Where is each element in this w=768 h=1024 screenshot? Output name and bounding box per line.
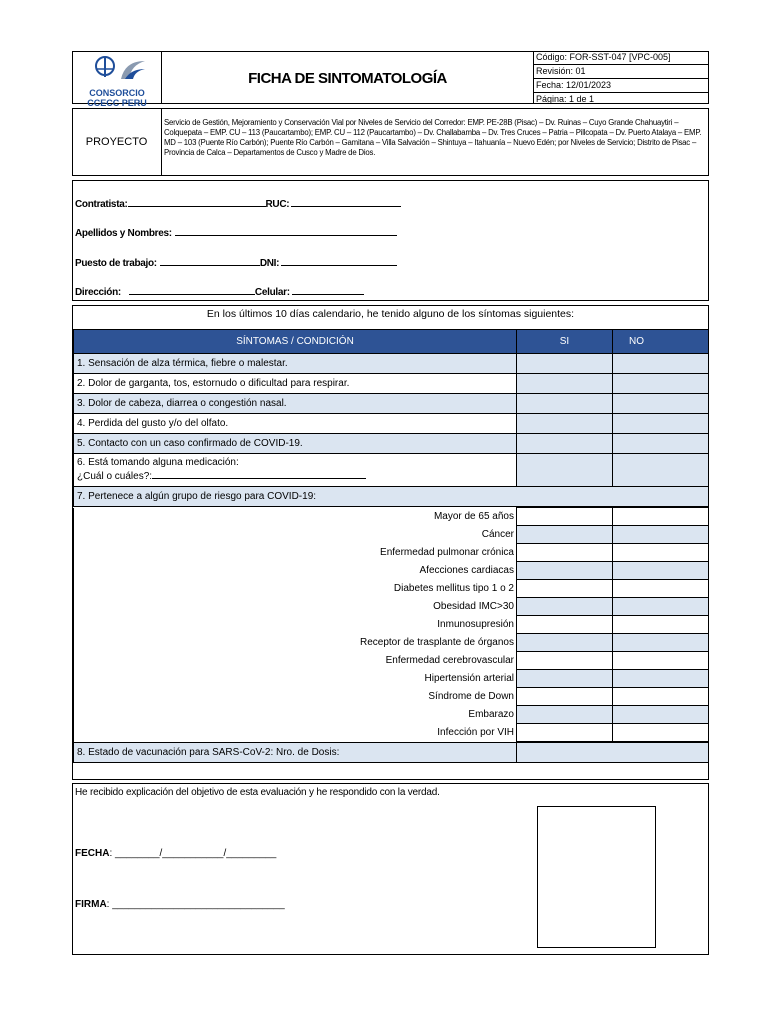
risk-group-label: Obesidad IMC>30 <box>74 598 517 616</box>
risk-answer-no[interactable] <box>613 670 709 688</box>
risk-answer-si[interactable] <box>517 526 613 544</box>
table-row <box>74 544 709 562</box>
dni-input[interactable] <box>281 256 397 266</box>
table-row <box>74 374 709 394</box>
firma-row <box>75 899 285 910</box>
declaration-text: He recibido explicación del objetivo de esta evaluación y he respondido con la verdad. <box>75 787 440 798</box>
col-symptom-header: SÍNTOMAS / CONDICIÓN <box>74 330 517 354</box>
answer-si-2[interactable] <box>517 374 613 394</box>
risk-answer-no[interactable] <box>613 544 709 562</box>
risk-answer-no[interactable] <box>613 652 709 670</box>
risk-answer-no[interactable] <box>613 508 709 526</box>
risk-group-label: Inmunosupresión <box>74 616 517 634</box>
risk-group-label: Hipertensión arterial <box>74 670 517 688</box>
risk-answer-no[interactable] <box>613 724 709 742</box>
logo-icon <box>87 55 147 83</box>
page-title: FICHA DE SINTOMATOLOGÍA <box>248 70 447 87</box>
answer-si-1[interactable] <box>517 354 613 374</box>
fecha-label: FECHA <box>75 848 110 859</box>
risk-group-label: Receptor de trasplante de órganos <box>74 634 517 652</box>
table-row <box>74 454 709 487</box>
medication-question: 6. Está tomando alguna medicación: <box>77 457 239 468</box>
symptoms-header-row <box>74 330 709 354</box>
puesto-row <box>75 256 397 269</box>
ruc-label: RUC: <box>265 199 290 210</box>
dni-label: DNI: <box>259 258 280 269</box>
vaccination-doses-input[interactable] <box>517 743 709 763</box>
symptom-item-4: 4. Perdida del gusto y/o del olfato. <box>74 414 517 434</box>
vaccination-table <box>73 742 709 763</box>
table-row <box>74 487 709 507</box>
risk-group-label: Diabetes mellitus tipo 1 o 2 <box>74 580 517 598</box>
risk-group-label: Enfermedad cerebrovascular <box>74 652 517 670</box>
answer-si-3[interactable] <box>517 394 613 414</box>
risk-group-label: Embarazo <box>74 706 517 724</box>
table-row <box>74 508 709 526</box>
risk-answer-no[interactable] <box>613 688 709 706</box>
risk-group-label: Afecciones cardiacas <box>74 562 517 580</box>
ruc-input[interactable] <box>291 197 401 207</box>
meta-page: Página: 1 de 1 <box>536 94 595 104</box>
firma-label: FIRMA <box>75 899 107 910</box>
table-row <box>74 354 709 374</box>
company-logo <box>82 55 152 108</box>
symptom-item-2: 2. Dolor de garganta, tos, estornudo o dificultad para respirar. <box>74 374 517 394</box>
puesto-label: Puesto de trabajo: <box>75 258 157 269</box>
table-row <box>74 434 709 454</box>
symptom-item-6 <box>74 454 517 487</box>
risk-answer-si[interactable] <box>517 706 613 724</box>
table-row <box>74 562 709 580</box>
medication-which-label: ¿Cuál o cuáles?: <box>77 471 153 482</box>
apellidos-row <box>75 226 397 239</box>
meta-revision: Revisión: 01 <box>533 65 709 79</box>
fecha-row <box>75 848 276 859</box>
table-row <box>74 580 709 598</box>
project-divider <box>161 108 162 176</box>
symptom-item-5: 5. Contacto con un caso confirmado de COVID-19. <box>74 434 517 454</box>
risk-answer-no[interactable] <box>613 706 709 724</box>
risk-group-label: Síndrome de Down <box>74 688 517 706</box>
symptom-item-1: 1. Sensación de alza térmica, fiebre o malestar. <box>74 354 517 374</box>
answer-no-5[interactable] <box>613 434 709 454</box>
risk-group-label: Enfermedad pulmonar crónica <box>74 544 517 562</box>
symptoms-intro: En los últimos 10 días calendario, he tenido alguno de los síntomas siguientes: <box>206 308 575 320</box>
risk-answer-no[interactable] <box>613 580 709 598</box>
risk-group-label: Cáncer <box>74 526 517 544</box>
risk-answer-si[interactable] <box>517 634 613 652</box>
table-row <box>74 670 709 688</box>
table-row <box>74 652 709 670</box>
fingerprint-box[interactable] <box>537 806 656 948</box>
answer-no-3[interactable] <box>613 394 709 414</box>
firma-input[interactable]: : _______________________________ <box>106 899 285 910</box>
risk-answer-si[interactable] <box>517 616 613 634</box>
table-row <box>74 394 709 414</box>
meta-box <box>533 51 709 104</box>
symptoms-section <box>72 305 709 780</box>
col-si-header: SI <box>517 330 613 354</box>
apellidos-input[interactable] <box>175 226 397 236</box>
table-row <box>74 598 709 616</box>
logo-text-ccecc: CCECC PERU <box>87 98 147 108</box>
puesto-input[interactable] <box>160 256 260 266</box>
risk-answer-si[interactable] <box>517 652 613 670</box>
contratista-input[interactable] <box>128 197 266 207</box>
risk-answer-si[interactable] <box>517 508 613 526</box>
risk-answer-si[interactable] <box>517 688 613 706</box>
answer-si-6[interactable] <box>517 454 613 487</box>
risk-answer-no[interactable] <box>613 616 709 634</box>
contratista-label: Contratista: <box>75 199 128 210</box>
col-no-header: NO <box>613 330 709 354</box>
risk-answer-no[interactable] <box>613 526 709 544</box>
table-row <box>74 688 709 706</box>
project-description: Servicio de Gestión, Mejoramiento y Conservación Vial por Niveles de Servicio del Corredor: EMP. PE-28B (Pisac) – Dv. Ruinas – Cuyo Grande Chahuaytiri – Colquepata – EMP. CU – 113 (Paucartambo); EMP. CU – 112 (Paucartambo) – Dv. Challabamba – Dv. Tres Cruces – Patria – Pillcopata – Dv. Puerto Atalaya – EMP. MD – 103 (Puente Río Carbón); Puente Río Carbón – Gamitana – Villa Salvación – Shintuya – Itahuanía – Nuevo Edén; por Niveles de Servicio; Distrito de Pisac – Provincia de Calca – Departamentos de Cusco y Madre de Dios. <box>164 118 702 157</box>
risk-answer-no[interactable] <box>613 562 709 580</box>
medication-input[interactable] <box>152 469 366 479</box>
table-row <box>74 414 709 434</box>
risk-groups-table <box>73 507 709 742</box>
answer-no-1[interactable] <box>613 354 709 374</box>
risk-answer-no[interactable] <box>613 598 709 616</box>
table-row <box>74 526 709 544</box>
risk-answer-no[interactable] <box>613 634 709 652</box>
risk-answer-si[interactable] <box>517 598 613 616</box>
meta-code: Código: FOR-SST-047 [VPC-005] <box>533 51 709 65</box>
risk-group-label: Infección por VIH <box>74 724 517 742</box>
table-row <box>74 724 709 742</box>
meta-date: Fecha: 12/01/2023 <box>533 79 709 93</box>
vaccination-item: 8. Estado de vacunación para SARS-CoV-2: Nro. de Dosis: <box>74 743 517 763</box>
risk-group-label: Mayor de 65 años <box>74 508 517 526</box>
logo-text-consorcio: CONSORCIO <box>89 88 145 98</box>
symptom-item-3: 3. Dolor de cabeza, diarrea o congestión nasal. <box>74 394 517 414</box>
answer-si-4[interactable] <box>517 414 613 434</box>
apellidos-label: Apellidos y Nombres: <box>75 228 172 239</box>
answer-no-6[interactable] <box>613 454 709 487</box>
direccion-label: Dirección: <box>75 287 121 298</box>
table-row <box>74 634 709 652</box>
answer-no-4[interactable] <box>613 414 709 434</box>
fecha-input[interactable]: : ________/___________/_________ <box>109 848 277 859</box>
risk-answer-si[interactable] <box>517 670 613 688</box>
celular-input[interactable] <box>292 285 364 295</box>
celular-label: Celular: <box>254 287 290 298</box>
contratista-row <box>75 197 401 210</box>
table-row <box>74 743 709 763</box>
risk-answer-si[interactable] <box>517 724 613 742</box>
table-row <box>74 706 709 724</box>
risk-answer-si[interactable] <box>517 562 613 580</box>
project-label: PROYECTO <box>85 136 148 148</box>
medication-which <box>77 469 513 483</box>
risk-answer-si[interactable] <box>517 544 613 562</box>
direccion-row <box>75 285 364 298</box>
direccion-input[interactable] <box>129 285 255 295</box>
table-row <box>74 616 709 634</box>
answer-si-5[interactable] <box>517 434 613 454</box>
answer-no-2[interactable] <box>613 374 709 394</box>
symptoms-table <box>73 329 709 507</box>
risk-answer-si[interactable] <box>517 580 613 598</box>
symptom-item-7: 7. Pertenece a algún grupo de riesgo para COVID-19: <box>74 487 709 507</box>
